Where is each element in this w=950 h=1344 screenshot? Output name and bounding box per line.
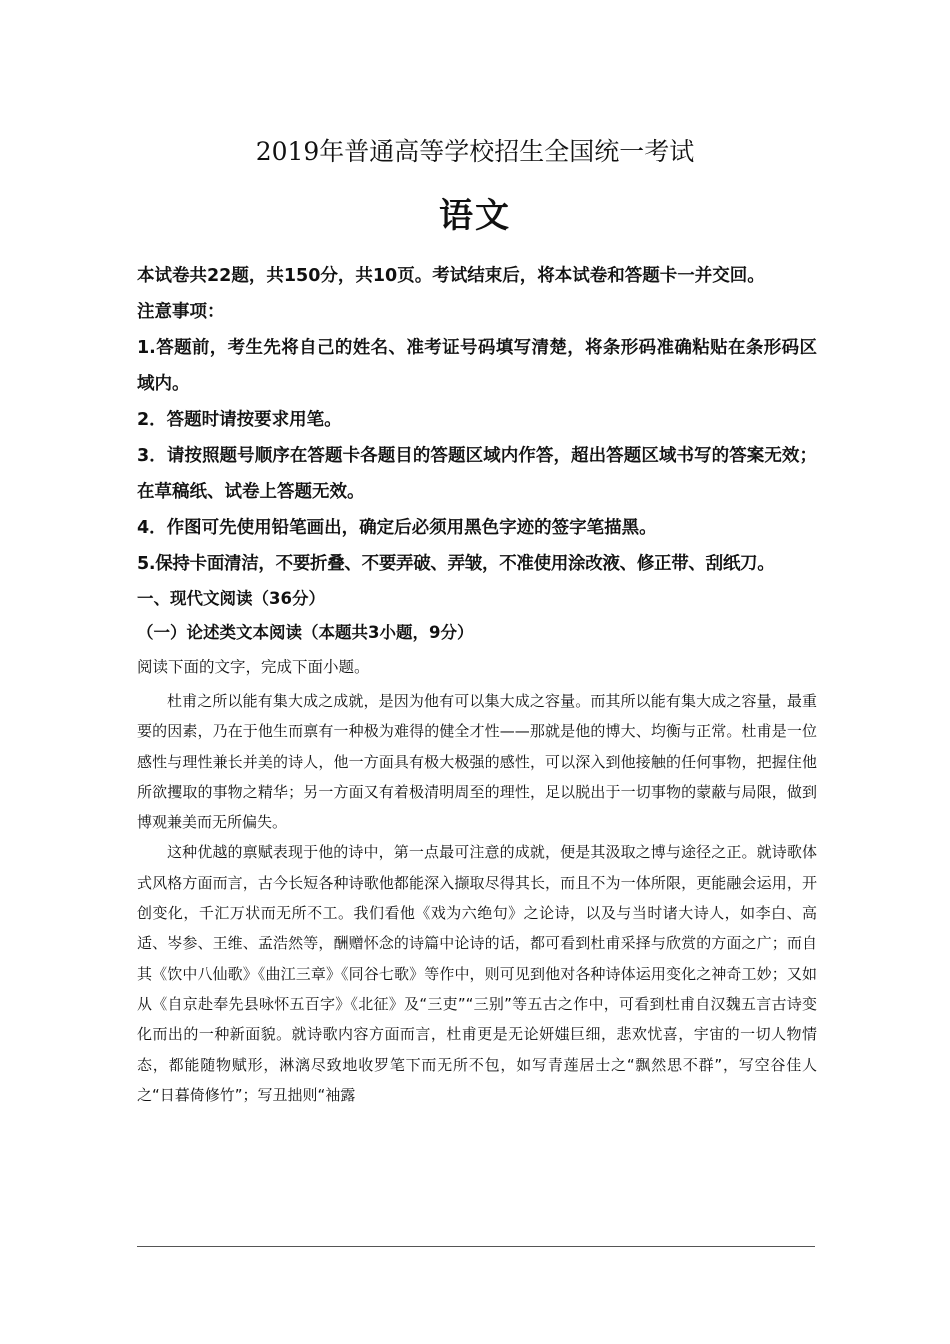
passage-paragraph: 杜甫之所以能有集大成之成就，是因为他有可以集大成之容量。而其所以能有集大成之容量，最重要的因素，乃在于他生而禀有一种极为难得的健全才性——那就是他的博大、均衡与正常。杜甫是一位感性与理性兼长并美的诗人，他一方面具有极大极强的感性，可以深入到他接触的任何事物，把握住他所欲攫取的事物之精华；另一方面又有着极清明周至的理性，足以脱出于一切事物的蒙蔽与局限，做到博观兼美而无所偏失。 [137, 692, 817, 832]
footer-divider [137, 1246, 815, 1247]
notice-item: 1.答题前，考生先将自己的姓名、准考证号码填写清楚，将条形码准确粘贴在条形码区域内。 [137, 338, 817, 394]
section-title: 一、现代文阅读（36分） [137, 589, 325, 608]
notice-heading: 注意事项： [137, 302, 225, 322]
notice-item: 4．作图可先使用铅笔画出，确定后必须用黑色字迹的签字笔描黑。 [137, 518, 657, 538]
exam-title: 2019年普通高等学校招生全国统一考试 [255, 137, 695, 166]
notice-item: 2．答题时请按要求用笔。 [137, 410, 342, 430]
subsection-title: （一）论述类文本阅读（本题共3小题，9分） [137, 623, 474, 642]
reading-instruction: 阅读下面的文字，完成下面小题。 [137, 658, 370, 676]
page-content [137, 258, 817, 1110]
subject-title: 语文 [439, 196, 511, 236]
passage-paragraph: 这种优越的禀赋表现于他的诗中，第一点最可注意的成就，便是其汲取之博与途径之正。就诗歌体式风格方面而言，古今长短各种诗歌他都能深入撷取尽得其长，而且不为一体所限，更能融会运用，开创变化，千汇万状而无所不工。我们看他《戏为六绝句》之论诗，以及与当时诸大诗人，如李白、高适、岑参、王维、孟浩然等，酬赠怀念的诗篇中论诗的话，都可看到杜甫采择与欣赏的方面之广；而自其《饮中八仙歌》《曲江三章》《同谷七歌》等作中，则可见到他对各种诗体运用变化之神奇工妙；又如从《自京赴奉先县咏怀五百字》《北征》及“三吏”“三别”等五古之作中，可看到杜甫自汉魏五言古诗变化而出的一种新面貌。就诗歌内容方面而言，杜甫更是无论妍媸巨细，悲欢忧喜，宇宙的一切人物情态，都能随物赋形，淋漓尽致地收罗笔下而无所不包，如写青莲居士之“飘然思不群”，写空谷佳人之“日暮倚修竹”；写丑拙则“袖露 [137, 843, 817, 1104]
notice-item: 3．请按照题号顺序在答题卡各题目的答题区域内作答，超出答题区域书写的答案无效；在草稿纸、试卷上答题无效。 [137, 446, 817, 502]
notice-item: 5.保持卡面清洁，不要折叠、不要弄破、弄皱，不准使用涂改液、修正带、刮纸刀。 [137, 554, 775, 574]
exam-summary: 本试卷共22题，共150分，共10页。考试结束后，将本试卷和答题卡一并交回。 [137, 266, 765, 286]
